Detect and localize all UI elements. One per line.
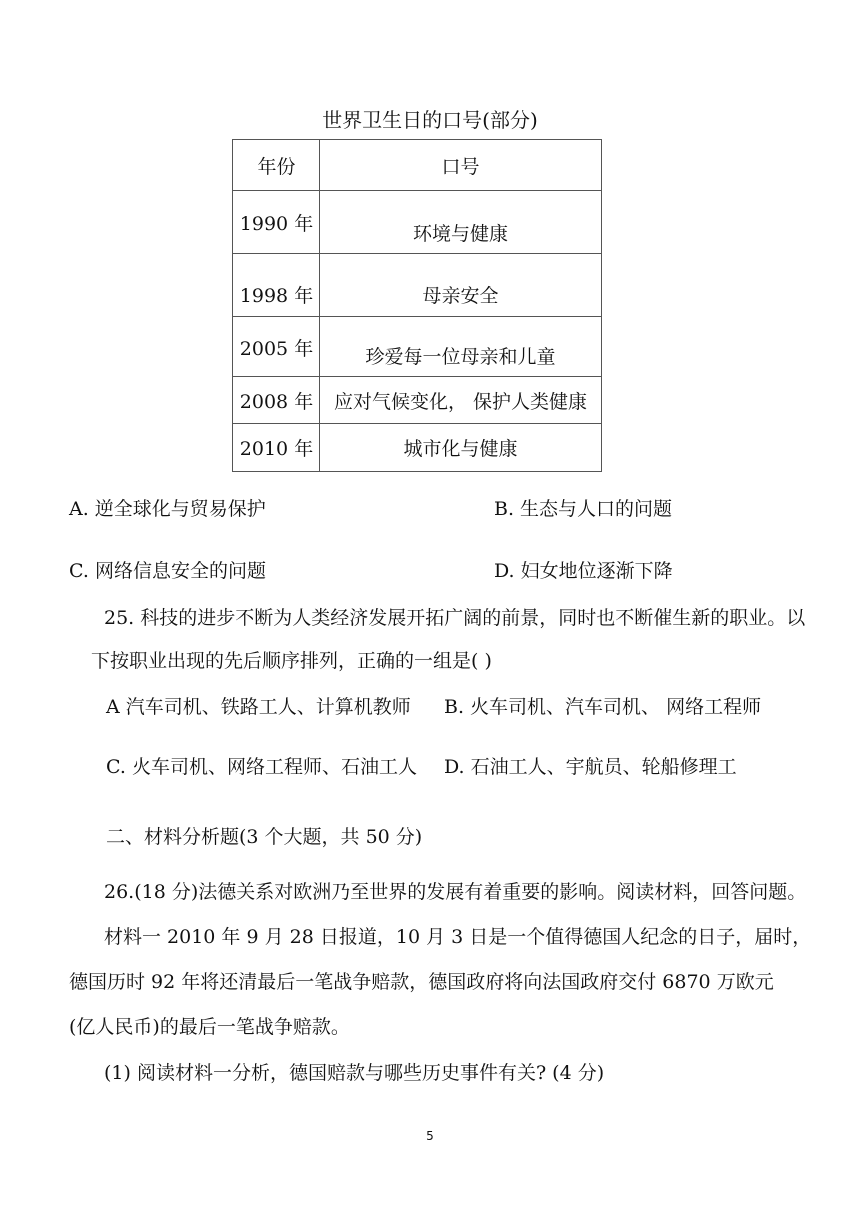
table-row [233, 317, 602, 377]
q26-material-line2: 德国历时 92 年将还清最后一笔战争赔款，德国政府将向法国政府交付 6870 万欧元 [69, 971, 774, 993]
row-year: 1998 年 [233, 254, 320, 317]
row-slogan: 珍爱每一位母亲和儿童 [320, 317, 602, 377]
table-row [233, 377, 602, 424]
q25-option-a: A 汽车司机、铁路工人、计算机教师 [106, 696, 411, 718]
slogan-table [232, 139, 602, 472]
row-year: 2005 年 [233, 317, 320, 377]
q24-option-b: B. 生态与人口的问题 [494, 498, 673, 520]
row-year: 2008 年 [233, 377, 320, 424]
header-slogan: 口号 [320, 140, 602, 191]
table-row [233, 254, 602, 317]
table-header-row [233, 140, 602, 191]
section-heading: 二、材料分析题(3 个大题，共 50 分) [106, 826, 423, 848]
q25-option-d: D. 石油工人、宇航员、轮船修理工 [444, 756, 737, 778]
header-year: 年份 [233, 140, 320, 191]
table-caption: 世界卫生日的口号(部分) [322, 108, 538, 132]
q24-option-a: A. 逆全球化与贸易保护 [69, 498, 266, 520]
table-row [233, 424, 602, 472]
q26-material-line3: (亿人民币)的最后一笔战争赔款。 [69, 1016, 350, 1038]
q25-option-c: C. 火车司机、网络工程师、石油工人 [106, 756, 417, 778]
row-year: 2010 年 [233, 424, 320, 472]
row-year: 1990 年 [233, 191, 320, 254]
q24-option-c: C. 网络信息安全的问题 [69, 560, 266, 582]
row-slogan: 环境与健康 [320, 191, 602, 254]
q25-stem-line2: 下按职业出现的先后顺序排列，正确的一组是( ) [91, 650, 492, 672]
q25-stem-line1: 25. 科技的进步不断为人类经济发展开拓广阔的前景，同时也不断催生新的职业。以 [104, 607, 806, 629]
q26-material-line1: 材料一 2010 年 9 月 28 日报道，10 月 3 日是一个值得德国人纪念的日子，届时， [104, 926, 812, 948]
page-number: 5 [426, 1129, 434, 1143]
q24-option-d: D. 妇女地位逐渐下降 [494, 560, 673, 582]
q26-sub-question-1: (1) 阅读材料一分析，德国赔款与哪些历史事件有关? (4 分) [104, 1062, 605, 1084]
row-slogan: 母亲安全 [320, 254, 602, 317]
row-slogan: 应对气候变化， 保护人类健康 [320, 377, 602, 424]
q25-option-b: B. 火车司机、汽车司机、 网络工程师 [444, 696, 762, 718]
table-row [233, 191, 602, 254]
row-slogan: 城市化与健康 [320, 424, 602, 472]
q26-stem: 26.(18 分)法德关系对欧洲乃至世界的发展有着重要的影响。阅读材料，回答问题。 [104, 881, 807, 903]
